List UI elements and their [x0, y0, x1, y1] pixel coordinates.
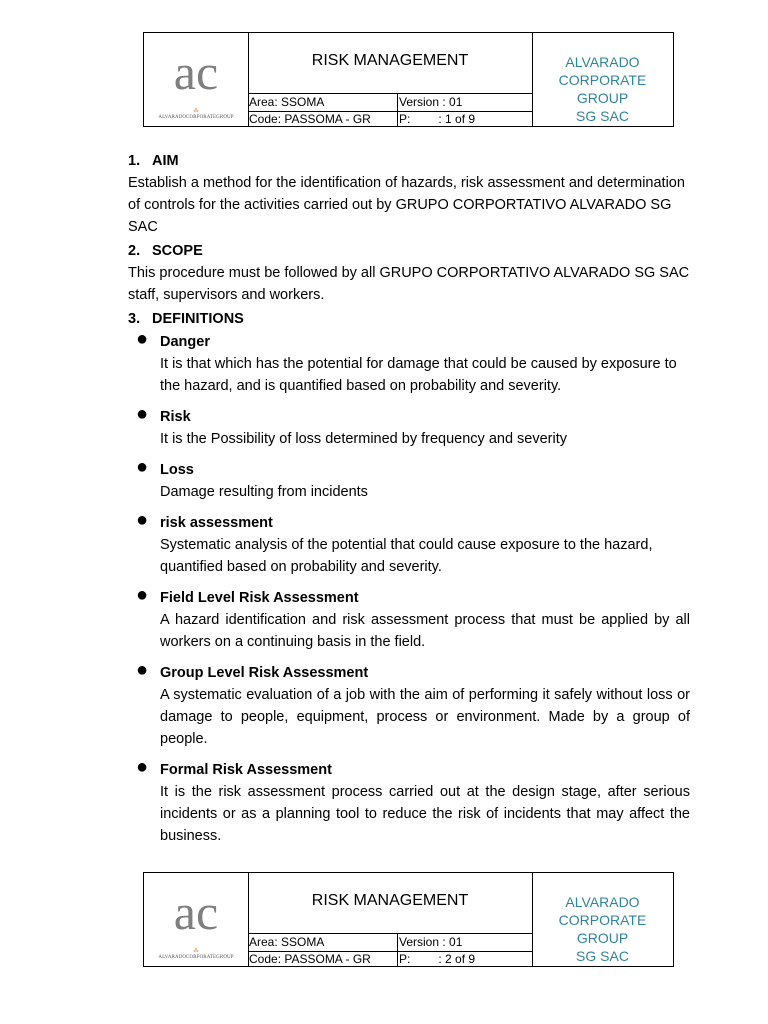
definition-item	[128, 403, 690, 450]
area-cell: Area: SSOMA	[249, 94, 398, 111]
page-number: : 2 of 9	[438, 952, 476, 966]
page-cell: P: : 2 of 9	[399, 952, 476, 966]
company-logo	[144, 873, 249, 966]
company-name-line: SG SAC	[576, 948, 629, 964]
definition-term: Risk	[160, 409, 191, 425]
definition-text: It is the risk assessment process carried out at the design stage, after serious incidents or as a planning tool to reduce the risk of incidents that may affect the business.	[160, 784, 690, 844]
aim-text: Establish a method for the identification of hazards, risk assessment and determination of controls for the activities carried out by GRUPO CORPORTATIVO ALVARADO SG SAC	[128, 175, 685, 235]
bullet-icon: ●	[136, 756, 149, 778]
company-name-line: CORPORATE GROUP	[558, 72, 647, 106]
definition-term: Loss	[160, 462, 194, 478]
logo-tagline: ⁂ ALVARADOCORPORATEGROUP	[144, 115, 248, 120]
bullet-icon: ●	[136, 456, 149, 478]
definition-item	[128, 584, 690, 653]
section-heading-scope: 2. SCOPE	[128, 243, 203, 259]
definition-item	[128, 328, 690, 397]
bullet-icon: ●	[136, 328, 149, 350]
page-number: : 1 of 9	[438, 112, 476, 126]
definition-item	[128, 659, 690, 750]
header-table-bottom	[143, 872, 674, 967]
definition-term: Field Level Risk Assessment	[160, 590, 359, 606]
logo-text: ac	[173, 884, 219, 940]
definition-item	[128, 509, 690, 578]
definition-text: It is the Possibility of loss determined by frequency and severity	[160, 431, 567, 447]
code-cell: Code: PASSOMA - GR	[249, 951, 398, 966]
company-name-line: CORPORATE GROUP	[558, 912, 647, 946]
section-heading-aim: 1. AIM	[128, 153, 179, 169]
definition-text: Damage resulting from incidents	[160, 484, 368, 500]
bullet-icon: ●	[136, 403, 149, 425]
scope-text: This procedure must be followed by all GRUPO CORPORTATIVO ALVARADO SG SAC staff, supervisors and workers.	[128, 265, 690, 303]
version-cell: Version : 01	[399, 95, 463, 109]
definition-item	[128, 456, 690, 503]
definition-term: Formal Risk Assessment	[160, 762, 332, 778]
logo-tagline: ⁂ ALVARADOCORPORATEGROUP	[144, 955, 248, 960]
definition-term: risk assessment	[160, 515, 273, 531]
area-cell: Area: SSOMA	[249, 934, 398, 951]
code-cell: Code: PASSOMA - GR	[249, 111, 398, 126]
definition-text: It is that which has the potential for damage that could be caused by exposure to the hazard, and is quantified based on probability and severity.	[160, 356, 677, 394]
definition-term: Danger	[160, 334, 210, 350]
definition-item	[128, 756, 690, 847]
company-logo	[144, 33, 249, 126]
definition-text: A systematic evaluation of a job with the aim of performing it safely without loss or damage to people, equipment, process or environment. Made by a group of people.	[160, 687, 690, 747]
bullet-icon: ●	[136, 659, 149, 681]
page-cell: P: : 1 of 9	[399, 112, 476, 126]
definition-text: A hazard identification and risk assessment process that must be applied by all workers on a continuing basis in the field.	[160, 612, 690, 650]
company-name-line: SG SAC	[576, 108, 629, 124]
company-name-cell	[532, 33, 673, 126]
document-title: RISK MANAGEMENT	[311, 892, 469, 909]
company-name-line: ALVARADO	[565, 894, 640, 910]
document-title: RISK MANAGEMENT	[311, 52, 469, 69]
section-heading-definitions: 3. DEFINITIONS	[128, 311, 244, 327]
logo-text: ac	[173, 44, 219, 100]
bullet-icon: ●	[136, 584, 149, 606]
definition-term: Group Level Risk Assessment	[160, 665, 369, 681]
company-name-line: ALVARADO	[565, 54, 640, 70]
company-name-cell	[532, 873, 673, 966]
version-cell: Version : 01	[399, 935, 463, 949]
document-body	[128, 148, 690, 847]
bullet-icon: ●	[136, 509, 149, 531]
definition-text: Systematic analysis of the potential that could cause exposure to the hazard, quantified based on probability and severity.	[160, 537, 653, 575]
header-table-top	[143, 32, 674, 127]
